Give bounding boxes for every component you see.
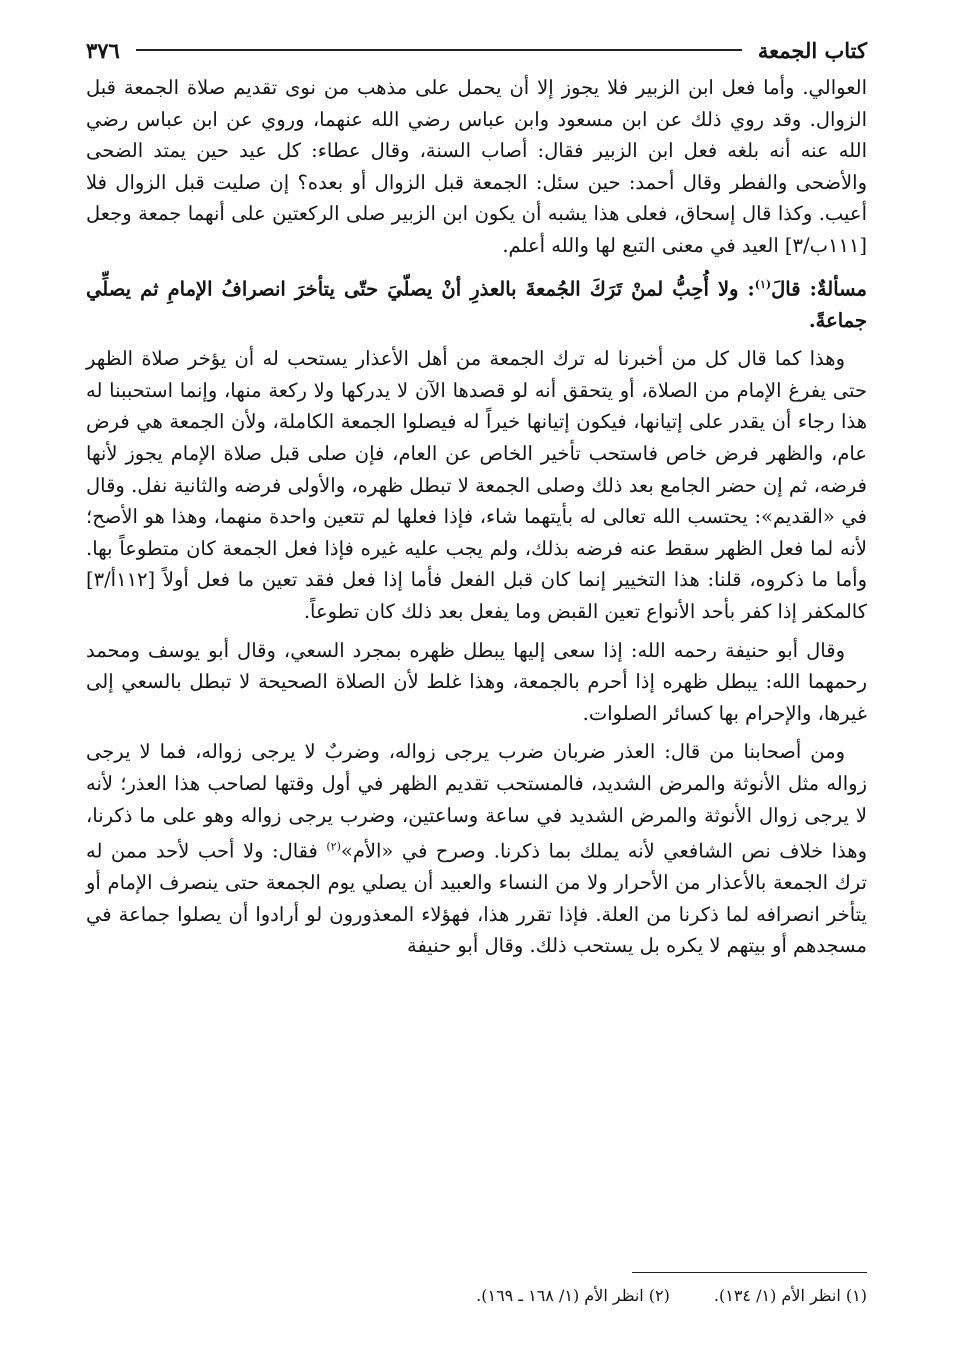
masala-qala: : قالَ — [771, 277, 817, 301]
running-title: كتاب الجمعة — [757, 37, 867, 63]
paragraph-5-part-1: ومن أصحابنا من قال: العذر ضربان ضرب يرجى زواله، وضربٌ لا يرجى زواله، فما لا يرجى زواله مثل الأنوثة والمرض الشديد، فالمستحب تقديم الظهر في أول وقتها لصاحب هذا العذر؛ لأنه لا يرجى زوال الأنوثة والمرض الشديد في ساعة وساعتين، وضرب يرجى زواله وهو على ما ذكرنا، وهذا خلاف نص الشافعي لأنه يملك بما ذكرنا. وصرح في «الأم» — [86, 740, 867, 863]
paragraph-5-part-2: فقال: ولا أحب لأحد ممن له ترك الجمعة بالأعذار من الأحرار ولا من النساء والعبيد أن يصلي يوم الجمعة حتى ينصرف الإمام أو يتأخر انصرافه لما ذكرنا من العلة. فإذا تقرر هذا، فهؤلاء المعذورون لو أرادوا أن يصلوا جماعة في مسجدهم أو بيتهم لا يكره بل يستحب ذلك. وقال أبو حنيفة — [86, 839, 867, 958]
paragraph-3: وهذا كما قال كل من أخبرنا له ترك الجمعة من أهل الأعذار يستحب له أن يؤخر صلاة الظهر حتى يفرغ الإمام من الصلاة، أو يتحقق أنه لو قصدها الآن لا يدركها ولا ركعة منها، وإنما استحببنا له هذا رجاء أن يقدر على إتيانها، فيكون إتيانها خيراً له فيصلوا الجمعة الكاملة، ولأن الجمعة هي فرض عام، والظهر فرض خاص فاستحب تأخير الخاص عن العام، فإن صلى قبل صلاة الإمام يجوز لأنها فرضه، ثم إن حضر الجامع بعد ذلك وصلى الجمعة لا تبطل ظهره، والأولى فرضه والثانية نفل. وقال في «القديم»: يحتسب الله تعالى له بأيتهما شاء، فإذا فعلها لم تتعين واحدة منهما، وهذا هو الأصح؛ لأنه لما فعل الظهر سقط عنه فرضه بذلك، ولم يجب عليه غيره فإذا فعل الجمعة كان متطوعاً بها. وأما ما ذكروه، قلنا: هذا التخيير إنما كان قبل الفعل فأما إذا فعل فقد تعين ما فعل أولاً [١١٢أ/٣] كالمكفر إذا كفر بأحد الأنواع تعين القبض وما يفعل بعد ذلك كان تطوعاً. — [86, 347, 867, 623]
header-rule — [136, 49, 742, 51]
footnote-1: (١) انظر الأم (١/ ١٣٤). — [713, 1286, 867, 1305]
paragraph-5 — [86, 736, 867, 962]
footnote-rule — [632, 1272, 867, 1273]
masala-paragraph — [86, 269, 867, 337]
page-header — [86, 32, 867, 68]
page-number: ٣٧٦ — [86, 37, 120, 63]
footnote-2: (٢) انظر الأم (١/ ١٦٨ ـ ١٦٩). — [476, 1286, 670, 1305]
footnotes — [86, 1286, 867, 1305]
footnote-mark-2: (٢) — [326, 840, 341, 854]
paragraph-1: العوالي. وأما فعل ابن الزبير فلا يجوز إلا أن يحمل على مذهب من نوى تقديم صلاة الجمعة قبل الزوال. وقد روي ذلك عن ابن مسعود وابن عباس رضي الله عنهما، وروي عن ابن عباس رضي الله عنه أنه بلغه فعل ابن الزبير فقال: أصاب السنة، وقال عطاء: كل عيد حين يمتد الضحى والأضحى والفطر وقال أحمد: حين سئل: الجمعة قبل الزوال أو بعده؟ إن صليت قبل الزوال فلا أعيب. وكذا قال إسحاق، فعلى هذا يشبه أن يكون ابن الزبير صلى الركعتين على أنهما جمعة وجعل [١١١ب/٣] العيد في معنى التبع لها والله أعلم. — [86, 76, 867, 257]
masala-body: : ولا أُحِبُّ لمنْ تَرَكَ الجُمعةَ بالعذرِ أنْ يصلّيَ حتّى يتأخرَ انصرافُ الإمامِ ثم يصلِّي جماعةً. — [86, 277, 867, 332]
paragraph-4: وقال أبو حنيفة رحمه الله: إذا سعى إليها يبطل ظهره بمجرد السعي، وقال أبو يوسف ومحمد رحمهما الله: يبطل ظهره إذا أحرم بالجمعة، وهذا غلط لأن الصلاة الصحيحة لا تبطل بالسعي إلى غيرها، والإحرام بها كسائر الصلوات. — [86, 638, 867, 725]
body-text — [86, 72, 867, 962]
footnote-mark-1: (١) — [754, 277, 772, 291]
masala-label: مسألةٌ — [816, 277, 867, 301]
